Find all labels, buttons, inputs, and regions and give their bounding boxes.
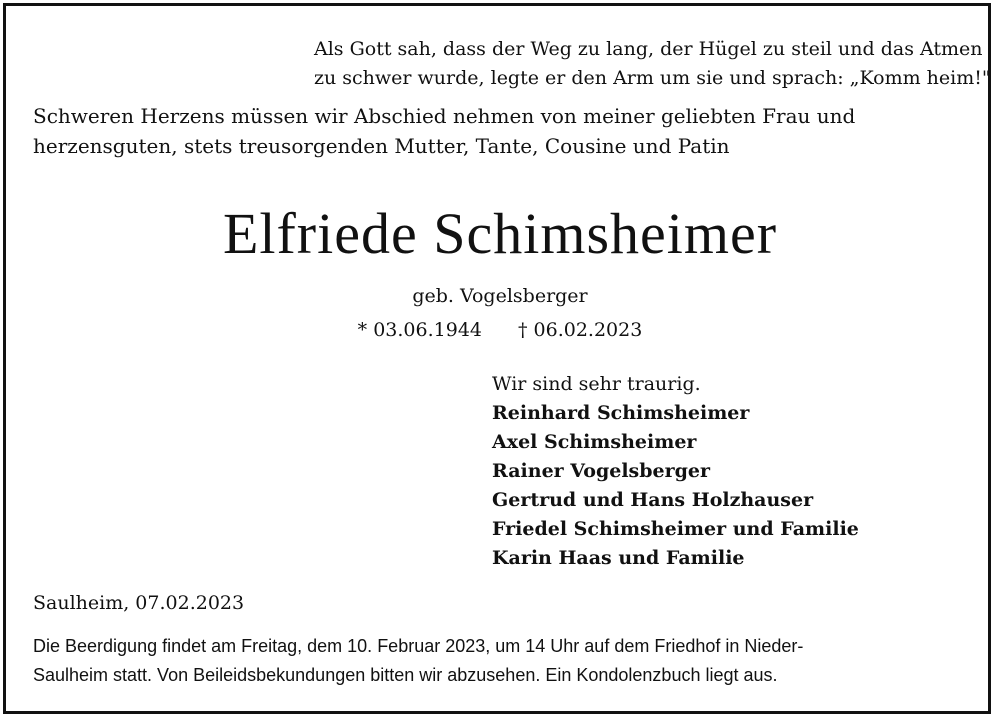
funeral-line: Saulheim statt. Von Beileidsbekundungen bitten wir abzusehen. Ein Kondolenzbuch liegt aus. bbox=[33, 665, 778, 685]
funeral-line: Die Beerdigung findet am Freitag, dem 10. Februar 2023, um 14 Uhr auf dem Friedhof in Nieder- bbox=[33, 636, 804, 656]
quote-line: Als Gott sah, dass der Weg zu lang, der Hügel zu steil und das Atmen bbox=[314, 38, 983, 60]
intro-line: herzensguten, stets treusorgenden Mutter, Tante, Cousine und Patin bbox=[33, 134, 730, 158]
quote-line: zu schwer wurde, legte er den Arm um sie und sprach: „Komm heim!" bbox=[314, 67, 991, 89]
mourner-name: Gertrud und Hans Holzhauser bbox=[492, 489, 814, 511]
intro-line: Schweren Herzens müssen wir Abschied nehmen von meiner geliebten Frau und bbox=[33, 104, 856, 128]
life-dates bbox=[0, 316, 1000, 344]
birth-date: * 03.06.1944 bbox=[357, 319, 482, 341]
intro-text bbox=[33, 101, 855, 161]
death-date: † 06.02.2023 bbox=[518, 319, 643, 341]
mourner-name: Friedel Schimsheimer und Familie bbox=[492, 518, 859, 540]
mourners-list bbox=[492, 399, 859, 573]
mourner-name: Axel Schimsheimer bbox=[492, 431, 697, 453]
deceased-name: Elfriede Schimsheimer bbox=[222, 201, 778, 266]
place-and-date: Saulheim, 07.02.2023 bbox=[33, 592, 245, 614]
mourners-heading: Wir sind sehr traurig. bbox=[492, 373, 701, 395]
mourner-name: Reinhard Schimsheimer bbox=[492, 402, 750, 424]
funeral-info bbox=[33, 632, 803, 690]
maiden-name: geb. Vogelsberger bbox=[412, 285, 588, 307]
opening-quote bbox=[314, 35, 991, 93]
mourner-name: Rainer Vogelsberger bbox=[492, 460, 711, 482]
mourners-block bbox=[492, 370, 859, 573]
mourner-name: Karin Haas und Familie bbox=[492, 547, 745, 569]
